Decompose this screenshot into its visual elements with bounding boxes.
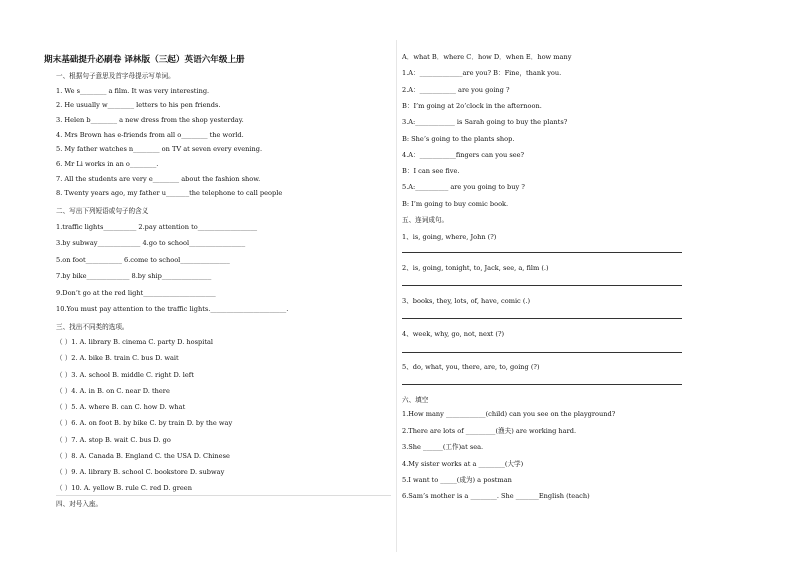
right-text-line: B: I’m going to buy comic book. [402,200,509,208]
left-text-line: 5. My father watches n________ on TV at seven every evening. [56,145,263,153]
left-text-line: （ ）5. A. where B. can C. how D. what [56,403,186,411]
left-text-line: （ ）8. A. Canada B. England C. the USA D. Chinese [56,452,230,460]
right-text-line: 3、books, they, lots, of, have, comic (.) [402,297,531,305]
column-divider [396,40,397,552]
left-text-line: 4. Mrs Brown has e-friends from all o________ the world. [56,131,244,139]
left-text-line: （ ）2. A. bike B. train C. bus D. wait [56,354,179,362]
right-text-line: B: She’s going to the plants shop. [402,135,515,143]
left-text-line: （ ）9. A. library B. school C. bookstore D. subway [56,468,225,476]
right-text-line: 五、连词成句。 [402,216,449,224]
left-text-line: 7.by bike_____________ 8.by ship_______________ [56,272,212,280]
left-text-line: 6. Mr Li works in an o________. [56,160,159,168]
section-divider [56,495,391,496]
left-text-line: 一、根据句子意思及首字母提示写单词。 [56,72,175,80]
right-text-line: 1.How many ____________(child) can you see on the playground? [402,410,616,418]
right-text-line: 5、do, what, you, there, are, to, going (?) [402,363,540,371]
left-text-line: 3.by subway_____________ 4.go to school_________________ [56,239,246,247]
left-text-line: 10.You must pay attention to the traffic lights._______________________. [56,305,289,313]
right-text-line: B：I can see five. [402,167,460,175]
left-text-line: 3. Helen b________ a new dress from the shop yesterday. [56,116,244,124]
left-text-line: 7. All the students are very e________ about the fashion show. [56,175,261,183]
left-text-line: （ ）4. A. in B. on C. near D. there [56,387,170,395]
right-text-line: B：I’m going at 2o’clock in the afternoon. [402,102,542,110]
left-text-line: 5.on foot___________ 6.come to school_______________ [56,256,230,264]
answer-rule [402,384,682,385]
right-text-line: 2.There are lots of _________(渔夫) are working hard. [402,427,577,435]
right-text-line: 六、填空 [402,396,429,404]
left-text-line: 1. We s________ a film. It was very interesting. [56,87,210,95]
right-text-line: 1、is, going, where, John (?) [402,233,497,241]
right-text-line: 6.Sam’s mother is a ________. She _______English (teach) [402,492,590,500]
left-text-line: （ ）10. A. yellow B. rule C. red D. green [56,484,192,492]
right-text-line: 4.A：___________fingers can you see? [402,151,525,159]
left-text-line: 二、写出下列短语或句子的含义 [56,207,149,215]
right-text-line: A．what B．where C．how D．when E．how many [402,53,572,61]
left-text-line: （ ）6. A. on foot B. by bike C. by train D. by the way [56,419,233,427]
right-text-line: 4、week, why, go, not, next (?) [402,330,505,338]
right-text-line: 3.A:____________ is Sarah going to buy the plants? [402,118,568,126]
right-text-line: 1.A：_____________are you? B：Fine，thank you. [402,69,562,77]
left-text-line: 9.Don’t go at the red light______________________ [56,289,216,297]
answer-rule [402,252,682,253]
left-text-line: （ ）3. A. school B. middle C. right D. left [56,371,194,379]
right-text-line: 4.My sister works at a ________(大学) [402,460,524,468]
left-text-line: （ ）1. A. library B. cinema C. party D. hospital [56,338,214,346]
left-text-line: 四、对号入座。 [56,500,103,508]
page-title: 期末基础提升必刷卷 译林版（三起）英语六年级上册 [44,55,245,65]
answer-rule [402,352,682,353]
left-text-line: 1.traffic lights__________ 2.pay attention to__________________ [56,223,258,231]
left-text-line: 8. Twenty years ago, my father u_______the telephone to call people [56,189,283,197]
left-text-line: 三、找出不同类的选项。 [56,323,129,331]
left-text-line: （ ）7. A. stop B. wait C. bus D. go [56,436,171,444]
right-text-line: 2、is, going, tonight, to, Jack, see, a, film (.) [402,264,549,272]
right-text-line: 3.She ______(工作)at sea. [402,443,484,451]
right-text-line: 5.A:__________ are you going to buy ? [402,183,525,191]
left-text-line: 2. He usually w________ letters to his pen friends. [56,101,221,109]
answer-rule [402,285,682,286]
answer-rule [402,318,682,319]
right-text-line: 2.A：___________ are you going ? [402,86,510,94]
right-text-line: 5.I want to _____(成为) a postman [402,476,512,484]
